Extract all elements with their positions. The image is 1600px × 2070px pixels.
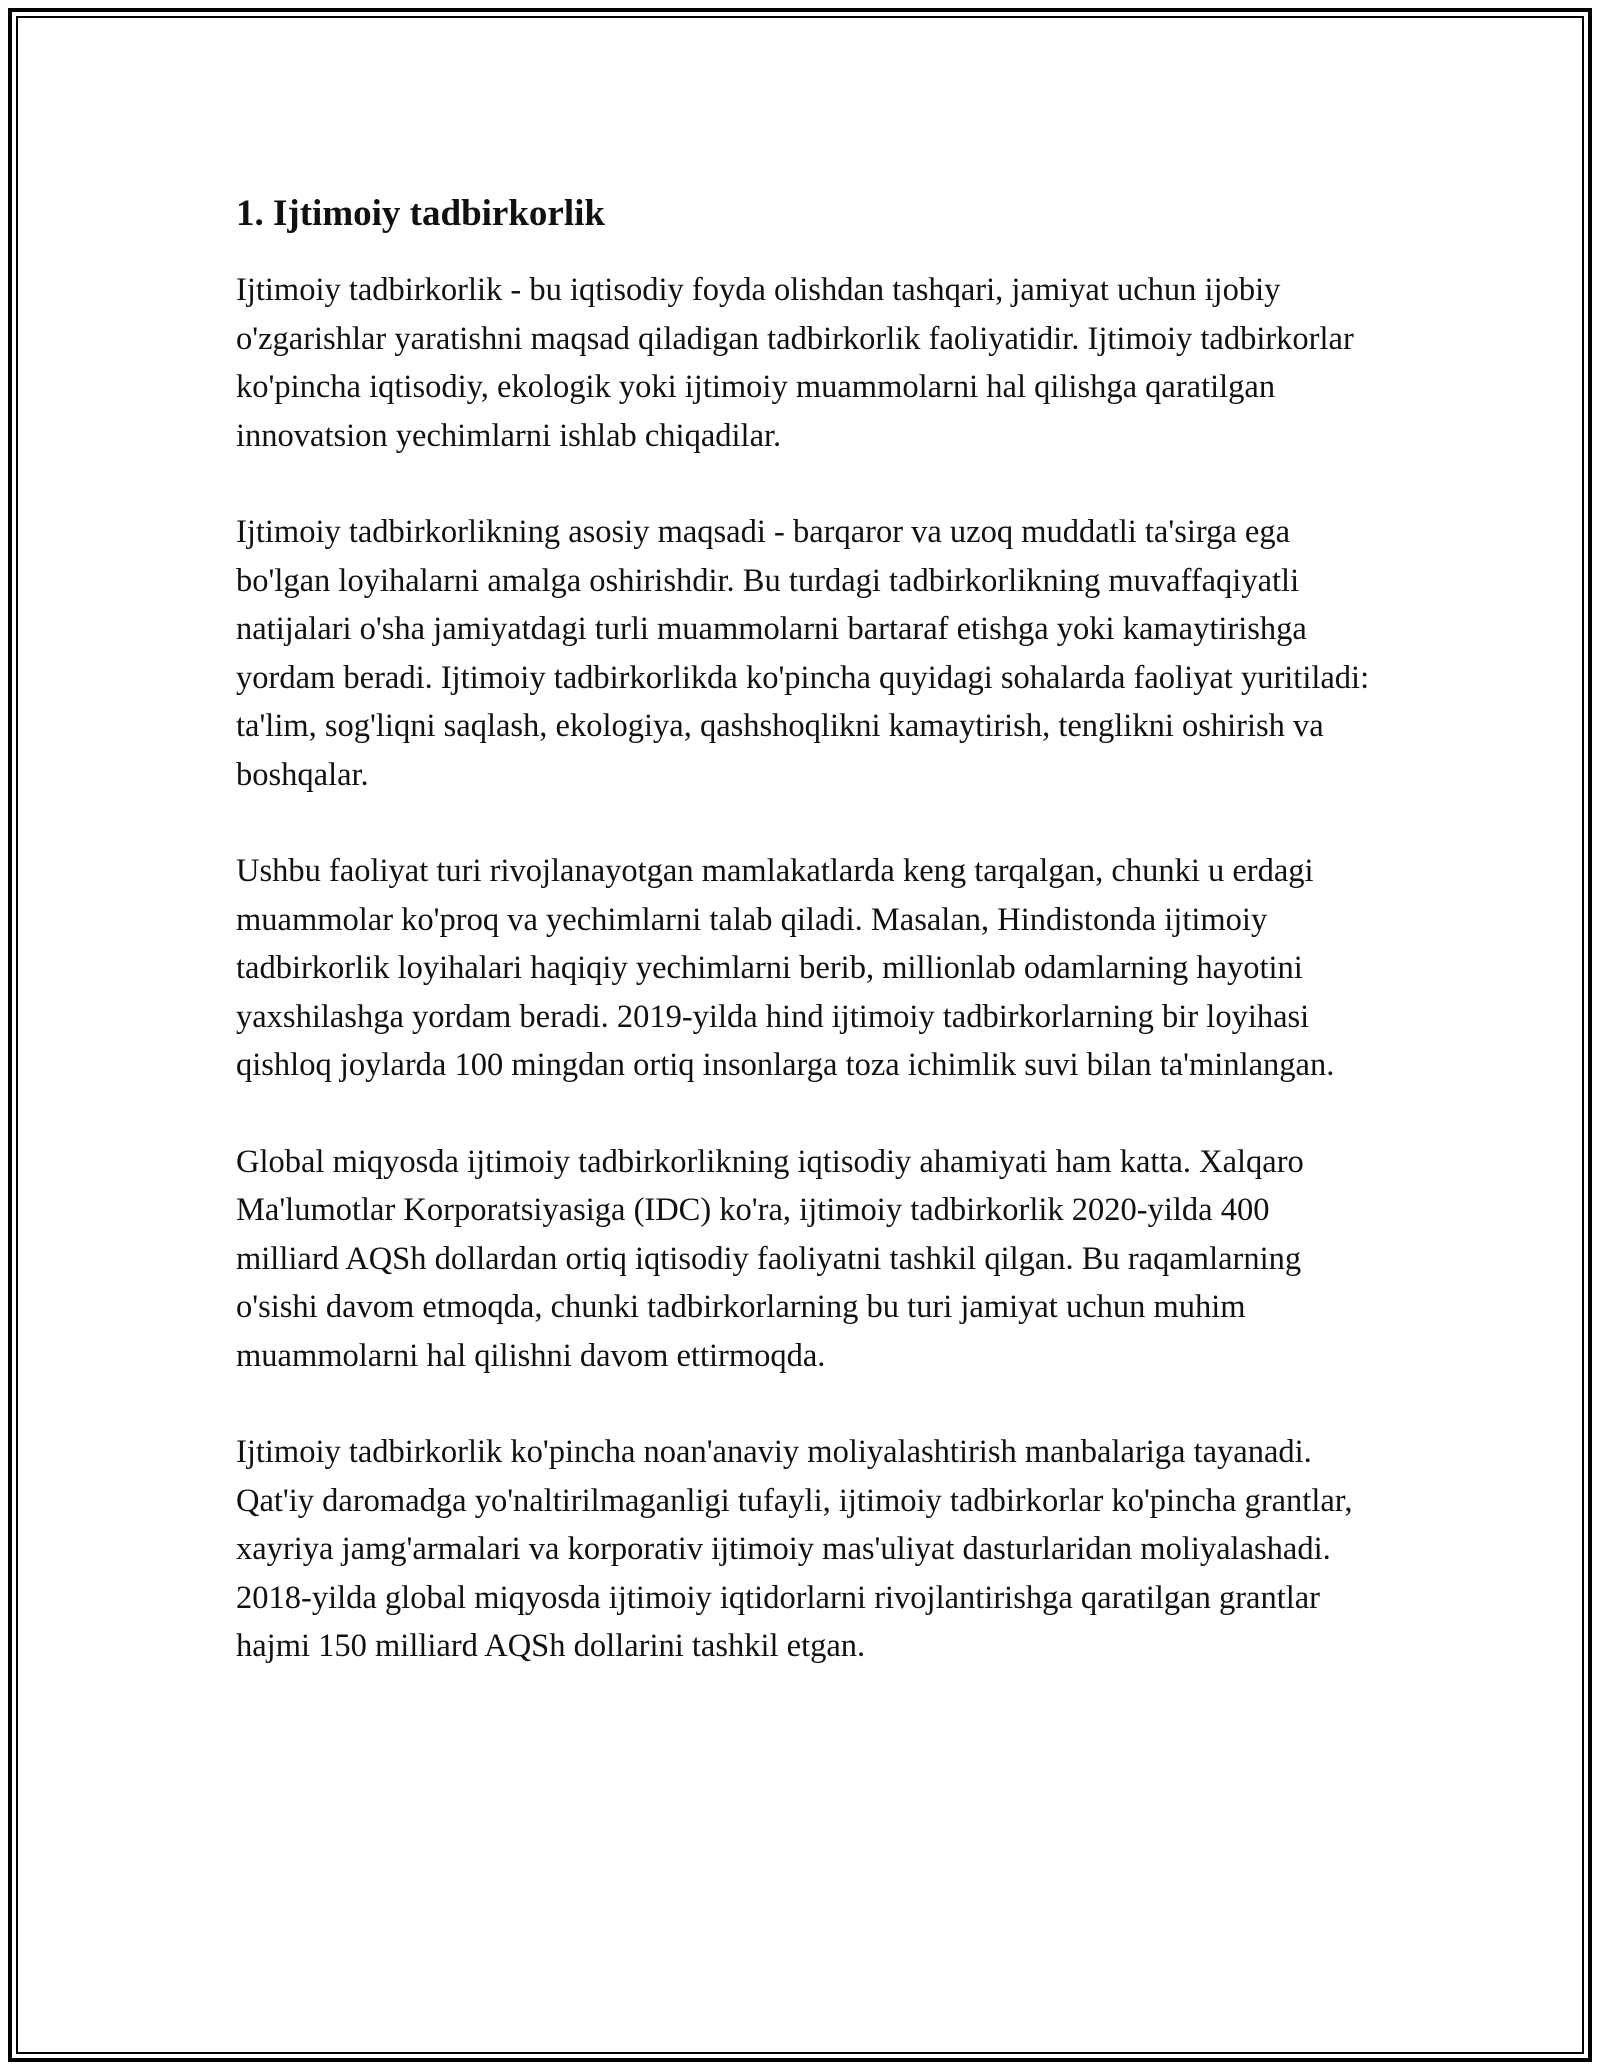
paragraph-definition: Ijtimoiy tadbirkorlik - bu iqtisodiy foyda olishdan tashqari, jamiyat uchun ijobiy o'zgarishlar yaratishni maqsad qiladigan tadbirkorlik faoliyatidir. Ijtimoiy tadbirkorlar ko'pincha iqtisodiy, ekologik yoki ijtimoiy muammolarni hal qilishga qaratilgan innovatsion yechimlarni ishlab chiqadilar.: [236, 272, 1354, 454]
document-content: [236, 188, 1376, 1719]
paragraph-developing-countries: Ushbu faoliyat turi rivojlanayotgan mamlakatlarda keng tarqalgan, chunki u erdagi muammolar ko'proq va yechimlarni talab qiladi. Masalan, Hindistonda ijtimoiy tadbirkorlik loyihalari haqiqiy yechimlarni berib, millionlab odamlarning hayotini yaxshilashga yordam beradi. 2019-yilda hind ijtimoiy tadbirkorlarning bir loyihasi qishloq joylarda 100 mingdan ortiq insonlarga toza ichimlik suvi bilan ta'minlangan.: [236, 853, 1335, 1083]
paragraph-main-goal: Ijtimoiy tadbirkorlikning asosiy maqsadi - barqaror va uzoq muddatli ta'sirga ega bo'lgan loyihalarni amalga oshirishdir. Bu turdagi tadbirkorlikning muvaffaqiyatli natijalari o'sha jamiyatdagi turli muammolarni bartaraf etishga yoki kamaytirishga yordam beradi. Ijtimoiy tadbirkorlikda ko'pincha quyidagi sohalarda faoliyat yuritiladi: ta'lim, sog'liqni saqlash, ekologiya, qashshoqlikni kamaytirish, tenglikni oshirish va boshqalar.: [236, 514, 1370, 793]
section-heading: 1. Ijtimoiy tadbirkorlik: [236, 193, 605, 234]
paragraph-global-significance: Global miqyosda ijtimoiy tadbirkorlikning iqtisodiy ahamiyati ham katta. Xalqaro Ma'lumotlar Korporatsiyasiga (IDC) ko'ra, ijtimoiy tadbirkorlik 2020-yilda 400 milliard AQSh dollardan ortiq iqtisodiy faoliyatni tashkil qilgan. Bu raqamlarning o'sishi davom etmoqda, chunki tadbirkorlarning bu turi jamiyat uchun muhim muammolarni hal qilishni davom ettirmoqda.: [236, 1143, 1304, 1374]
paragraph-funding: Ijtimoiy tadbirkorlik ko'pincha noan'anaviy moliyalashtirish manbalariga tayanadi. Qat'iy daromadga yo'naltirilmaganligi tufayli, ijtimoiy tadbirkorlar ko'pincha grantlar, xayriya jamg'armalari va korporativ ijtimoiy mas'uliyat dasturlaridan moliyalashadi. 2018-yilda global miqyosda ijtimoiy iqtidorlarni rivojlantirishga qaratilgan grantlar hajmi 150 milliard AQSh dollarini tashkil etgan.: [236, 1434, 1353, 1664]
